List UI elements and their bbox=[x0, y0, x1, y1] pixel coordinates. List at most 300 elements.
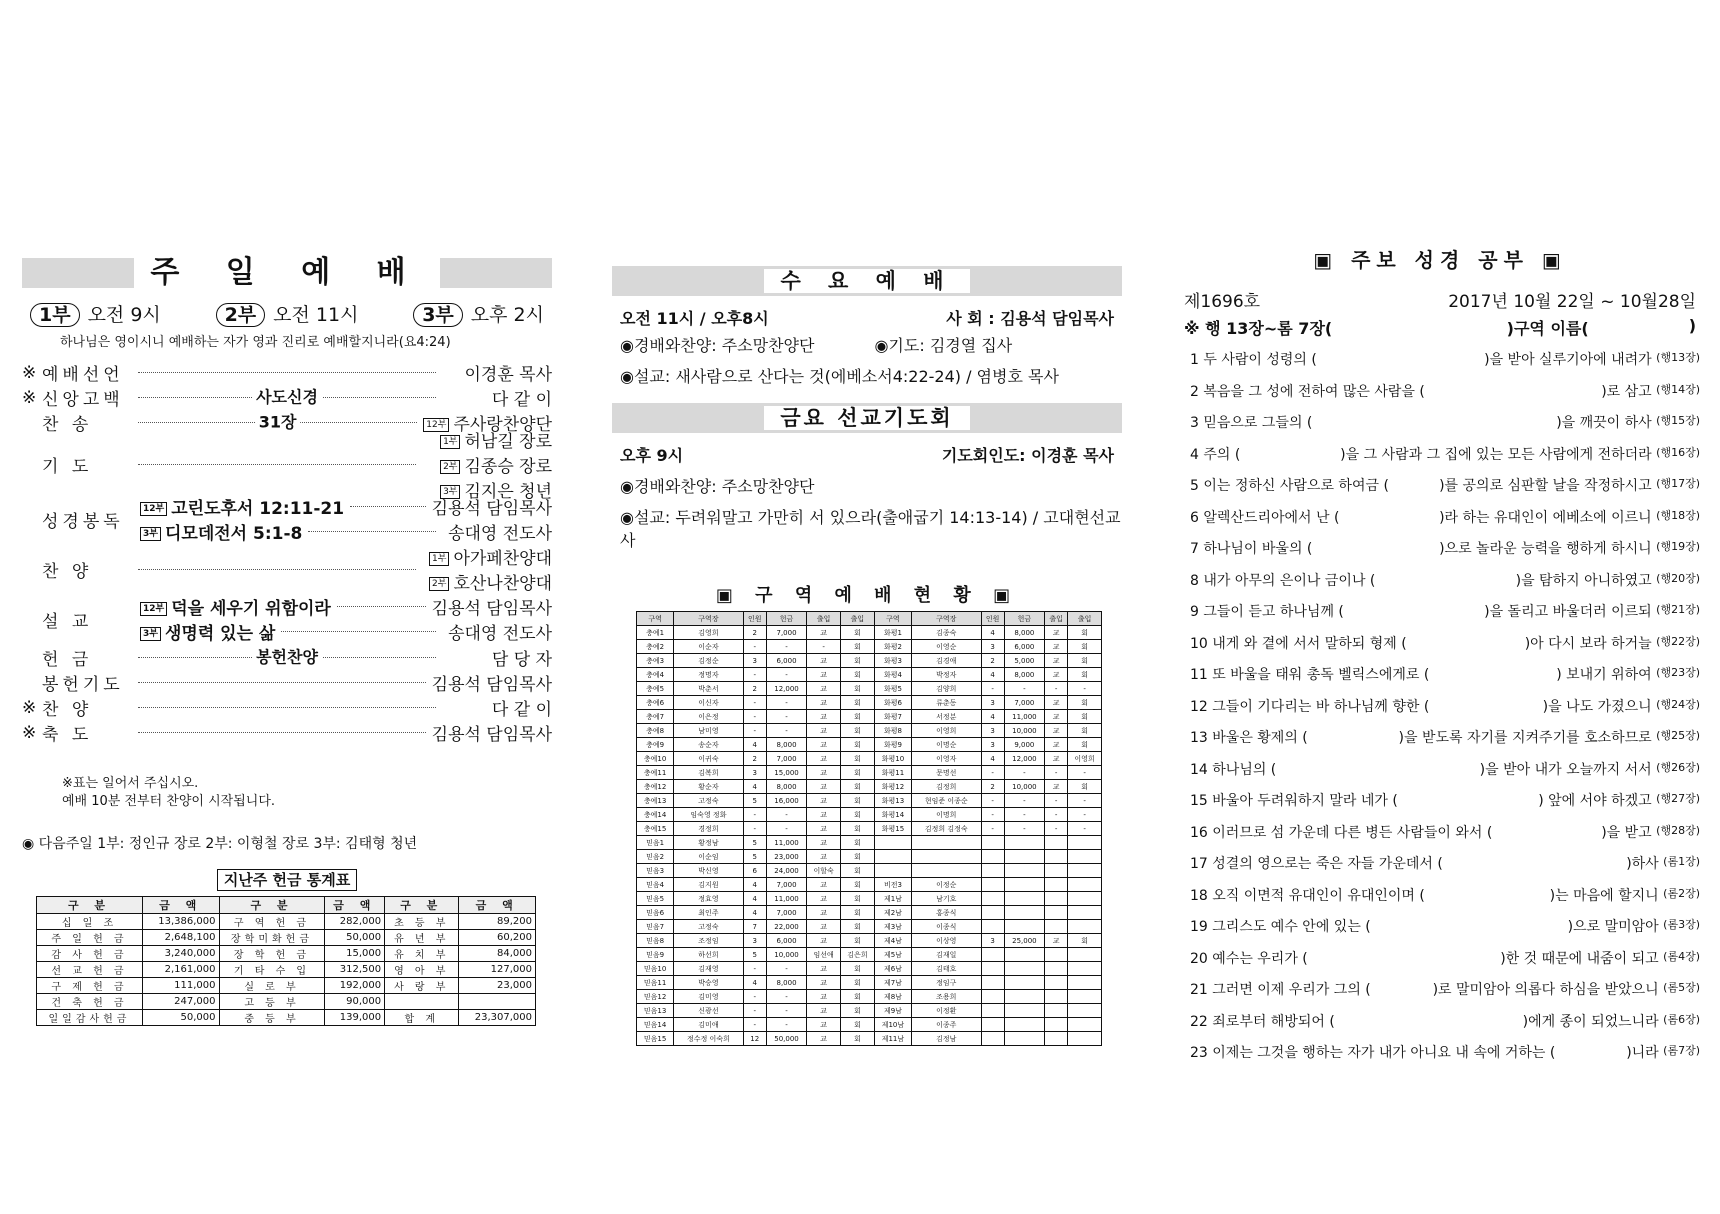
friday-sermon: ◉설교: 두려워말고 가만히 서 있으라(출애굽기 14:13-14) / 고대현선교사 bbox=[620, 508, 1121, 550]
districts-cell: 박승영 bbox=[674, 976, 744, 990]
order-person: 이경훈 목사 bbox=[464, 365, 552, 385]
districts-cell bbox=[1045, 920, 1068, 934]
districts-cell bbox=[981, 836, 1004, 850]
districts-header: 헌금 bbox=[1004, 612, 1044, 626]
order-item bbox=[22, 593, 552, 645]
study-question bbox=[1190, 570, 1700, 602]
order-item bbox=[22, 695, 552, 720]
offering-cell: 선 교 헌 금 bbox=[37, 962, 143, 978]
districts-cell: - bbox=[766, 962, 806, 976]
order-people bbox=[422, 544, 552, 594]
study-question bbox=[1190, 1042, 1700, 1074]
districts-cell: 믿음7 bbox=[637, 920, 674, 934]
districts-cell: 12,000 bbox=[1004, 752, 1044, 766]
districts-cell: 교 bbox=[1045, 696, 1068, 710]
offering-cell: 일일감사헌금 bbox=[37, 1010, 143, 1026]
order-item bbox=[22, 385, 552, 410]
districts-cell: - bbox=[766, 822, 806, 836]
districts-cell: 회 bbox=[841, 934, 875, 948]
midweek-column bbox=[612, 266, 1122, 1046]
districts-cell bbox=[1004, 976, 1044, 990]
districts-cell: 회 bbox=[841, 738, 875, 752]
table-row bbox=[637, 696, 1102, 710]
table-row bbox=[637, 836, 1102, 850]
districts-cell: 교 bbox=[807, 878, 841, 892]
districts-cell: - bbox=[1004, 808, 1044, 822]
question-answer-tail: )니라 bbox=[1626, 1045, 1659, 1061]
districts-cell: 회 bbox=[841, 766, 875, 780]
districts-cell: 7,000 bbox=[766, 752, 806, 766]
order-label: 봉헌기도 bbox=[42, 675, 124, 695]
districts-cell: 교 bbox=[807, 626, 841, 640]
districts-cell: 2 bbox=[981, 780, 1004, 794]
districts-cell: 정임구 bbox=[912, 976, 982, 990]
question-reference: (행15장) bbox=[1656, 414, 1700, 427]
order-label: 축 도 bbox=[42, 725, 93, 745]
question-text: 2 복음을 그 성에 전하여 많은 사람을 ( bbox=[1190, 383, 1425, 400]
question-answer-tail: )을 돌리고 바울더러 이르되 bbox=[1484, 604, 1652, 620]
districts-cell: 4 bbox=[743, 738, 766, 752]
table-row bbox=[637, 724, 1102, 738]
districts-cell bbox=[981, 962, 1004, 976]
districts-cell bbox=[1004, 1018, 1044, 1032]
order-item bbox=[22, 493, 552, 545]
districts-cell: - bbox=[743, 724, 766, 738]
districts-cell: - bbox=[743, 822, 766, 836]
districts-cell: - bbox=[1004, 822, 1044, 836]
districts-cell: - bbox=[1068, 808, 1102, 822]
districts-cell: 회 bbox=[841, 850, 875, 864]
districts-cell: 교 bbox=[807, 738, 841, 752]
districts-cell: 화평3 bbox=[874, 654, 911, 668]
question-reference: (행24장) bbox=[1656, 697, 1700, 711]
question-reference: (행16장) bbox=[1656, 445, 1700, 459]
districts-cell: 이할숙 bbox=[807, 864, 841, 878]
districts-cell: 8,000 bbox=[766, 976, 806, 990]
districts-cell bbox=[981, 864, 1004, 878]
issue-dates: 2017년 10월 22일 ~ 10월28일 bbox=[1448, 292, 1696, 312]
table-row bbox=[637, 1018, 1102, 1032]
order-person: 김용석 담임목사 bbox=[431, 725, 552, 745]
districts-cell: - bbox=[743, 668, 766, 682]
districts-cell: 김영희 bbox=[674, 626, 744, 640]
table-row bbox=[37, 1010, 536, 1026]
districts-cell: 제4남 bbox=[874, 934, 911, 948]
districts-cell: 충예2 bbox=[637, 640, 674, 654]
districts-cell: 믿음2 bbox=[637, 850, 674, 864]
districts-cell: 교 bbox=[807, 934, 841, 948]
districts-cell: 조정임 bbox=[674, 934, 744, 948]
districts-cell: - bbox=[981, 808, 1004, 822]
districts-cell: 회 bbox=[1068, 710, 1102, 724]
table-row bbox=[637, 892, 1102, 906]
table-row bbox=[637, 850, 1102, 864]
districts-cell: 이종주 bbox=[912, 1018, 982, 1032]
districts-cell bbox=[1068, 850, 1102, 864]
question-text: 1 두 사람이 성령의 ( bbox=[1190, 352, 1317, 368]
districts-cell: 믿음5 bbox=[637, 892, 674, 906]
districts-cell: 4 bbox=[981, 710, 1004, 724]
districts-cell bbox=[1068, 878, 1102, 892]
offering-cell: 127,000 bbox=[459, 962, 536, 978]
offering-cell: 312,500 bbox=[325, 962, 385, 978]
districts-cell: 고정숙 bbox=[674, 794, 744, 808]
districts-cell: 5 bbox=[743, 948, 766, 962]
districts-cell: 8,000 bbox=[766, 738, 806, 752]
districts-cell: 이신자 bbox=[674, 696, 744, 710]
friday-time-row bbox=[620, 443, 1114, 466]
service-tag: 2부 bbox=[440, 460, 460, 474]
service-time-2 bbox=[216, 300, 359, 327]
districts-cell: 믿음3 bbox=[637, 864, 674, 878]
districts-cell bbox=[1004, 878, 1044, 892]
districts-cell: 화평6 bbox=[874, 696, 911, 710]
service-tag: 2부 bbox=[429, 577, 449, 591]
districts-cell: 조용희 bbox=[912, 990, 982, 1004]
question-text: 12 그들이 기다리는 바 하나님께 향한 ( bbox=[1190, 698, 1430, 715]
offering-header: 금 액 bbox=[142, 897, 219, 914]
service-time-1 bbox=[30, 300, 161, 327]
districts-cell: 7 bbox=[743, 920, 766, 934]
table-row bbox=[37, 994, 536, 1010]
districts-cell: 충예8 bbox=[637, 724, 674, 738]
order-person: 담 당 자 bbox=[491, 650, 552, 670]
study-question bbox=[1190, 979, 1700, 1011]
offering-cell: 구 제 헌 금 bbox=[37, 978, 143, 994]
districts-cell: 회 bbox=[1068, 934, 1102, 948]
study-question bbox=[1190, 790, 1700, 822]
question-text: 16 이러므로 섬 가운데 다른 병든 사람들이 와서 ( bbox=[1190, 824, 1493, 841]
districts-cell bbox=[1045, 962, 1068, 976]
worship-verse: 하나님은 영이시니 예배하는 자가 영과 진리로 예배할지니라(요4:24) bbox=[60, 335, 451, 350]
study-question bbox=[1190, 349, 1700, 381]
districts-cell: 22,000 bbox=[766, 920, 806, 934]
districts-cell: 회 bbox=[841, 640, 875, 654]
districts-cell: 교 bbox=[807, 850, 841, 864]
districts-cell: 회 bbox=[841, 990, 875, 1004]
stand-mark: ※ bbox=[22, 722, 37, 743]
districts-cell bbox=[1068, 1004, 1102, 1018]
districts-cell: 회 bbox=[841, 864, 875, 878]
study-question bbox=[1190, 633, 1700, 665]
service-tag: 3부 bbox=[140, 627, 161, 641]
districts-cell: 믿음10 bbox=[637, 962, 674, 976]
districts-cell: - bbox=[981, 822, 1004, 836]
districts-header: 인원 bbox=[981, 612, 1004, 626]
table-row bbox=[637, 1004, 1102, 1018]
offering-cell: 영 아 부 bbox=[385, 962, 459, 978]
districts-cell: 제11남 bbox=[874, 1032, 911, 1046]
districts-cell: 4 bbox=[743, 780, 766, 794]
offering-cell: 실 로 부 bbox=[219, 978, 325, 994]
service-time-3 bbox=[413, 300, 544, 327]
order-person: 1부 허남길 장로 bbox=[440, 427, 552, 452]
districts-cell: 12 bbox=[743, 1032, 766, 1046]
order-label: 예배선언 bbox=[42, 365, 124, 385]
praise-note: 예배 10분 전부터 찬양이 시작됩니다. bbox=[62, 794, 276, 809]
stand-mark: ※ bbox=[22, 362, 37, 383]
question-answer-tail: )을 깨끗이 하사 bbox=[1556, 415, 1652, 431]
districts-cell bbox=[1045, 976, 1068, 990]
question-text: 20 예수는 우리가 ( bbox=[1190, 950, 1308, 967]
districts-cell: 믿음4 bbox=[637, 878, 674, 892]
districts-cell: - bbox=[1045, 808, 1068, 822]
order-detail: 봉헌찬양 bbox=[252, 644, 322, 667]
order-person: 2부 호산나찬양대 bbox=[429, 569, 552, 594]
districts-cell: 교 bbox=[1045, 724, 1068, 738]
districts-cell: - bbox=[1004, 682, 1044, 696]
districts-cell bbox=[1004, 990, 1044, 1004]
issue-number: 제1696호 bbox=[1184, 292, 1261, 312]
districts-cell: 충예11 bbox=[637, 766, 674, 780]
districts-cell: 5 bbox=[743, 836, 766, 850]
offering-cell: 84,000 bbox=[459, 946, 536, 962]
service-times bbox=[30, 300, 544, 327]
districts-cell: 2 bbox=[743, 752, 766, 766]
friday-praise: ◉경배와찬양: 주소망찬양단 bbox=[620, 477, 815, 496]
service-badge: 2부 bbox=[216, 303, 266, 327]
districts-header: 출입 bbox=[1045, 612, 1068, 626]
offering-cell: 13,386,000 bbox=[142, 914, 219, 930]
districts-cell bbox=[1068, 836, 1102, 850]
study-questions bbox=[1180, 349, 1700, 1074]
offering-cell: 주 일 헌 금 bbox=[37, 930, 143, 946]
order-item bbox=[22, 645, 552, 670]
standing-note: ※표는 일어서 주십시오. bbox=[62, 776, 199, 791]
districts-cell: 교 bbox=[807, 836, 841, 850]
question-reference: (행19장) bbox=[1656, 540, 1700, 553]
districts-cell: 화평14 bbox=[874, 808, 911, 822]
districts-cell: - bbox=[743, 640, 766, 654]
districts-cell: 7,000 bbox=[766, 626, 806, 640]
districts-cell: 교 bbox=[1045, 780, 1068, 794]
study-range: ※ 행 13장~롬 7장( bbox=[1184, 319, 1333, 338]
districts-cell: 6,000 bbox=[766, 934, 806, 948]
districts-cell: 충예9 bbox=[637, 738, 674, 752]
districts-cell: 회 bbox=[841, 920, 875, 934]
order-person: 12부 주사랑찬양단 bbox=[423, 410, 552, 435]
districts-cell: 4 bbox=[981, 752, 1004, 766]
study-subheader bbox=[1184, 316, 1696, 339]
order-label: 헌 금 bbox=[42, 650, 93, 670]
districts-cell: 교 bbox=[807, 1032, 841, 1046]
districts-cell: - bbox=[1068, 682, 1102, 696]
table-row bbox=[637, 920, 1102, 934]
districts-cell: 황정남 bbox=[674, 836, 744, 850]
question-text: 11 또 바울을 태워 총독 벨릭스에게로 ( bbox=[1190, 667, 1430, 683]
study-close: ) bbox=[1688, 316, 1696, 335]
wednesday-title-bar bbox=[612, 266, 1122, 296]
districts-cell bbox=[981, 1004, 1004, 1018]
table-row bbox=[37, 962, 536, 978]
question-text: 13 바울은 황제의 ( bbox=[1190, 730, 1308, 746]
districts-cell: 교 bbox=[807, 794, 841, 808]
districts-cell: 남미영 bbox=[674, 724, 744, 738]
offering-cell: 유 년 부 bbox=[385, 930, 459, 946]
districts-cell: 화평15 bbox=[874, 822, 911, 836]
question-reference: (행13장) bbox=[1656, 351, 1700, 364]
wednesday-prayer: ◉기도: 김경열 집사 bbox=[874, 336, 1013, 355]
districts-header: 헌금 bbox=[766, 612, 806, 626]
question-answer-tail: )을 받아 실루기아에 내려가 bbox=[1484, 352, 1652, 368]
districts-cell: 충예15 bbox=[637, 822, 674, 836]
districts-cell: 믿음13 bbox=[637, 1004, 674, 1018]
districts-cell: 교 bbox=[807, 990, 841, 1004]
districts-cell: 교 bbox=[807, 724, 841, 738]
question-reference: (행27장) bbox=[1656, 792, 1700, 805]
districts-cell: 김종숙 bbox=[912, 626, 982, 640]
districts-cell: 신광선 bbox=[674, 1004, 744, 1018]
table-row bbox=[37, 978, 536, 994]
districts-cell: 50,000 bbox=[766, 1032, 806, 1046]
districts-cell: 충예14 bbox=[637, 808, 674, 822]
districts-cell: - bbox=[766, 640, 806, 654]
districts-cell: 제7남 bbox=[874, 976, 911, 990]
districts-cell: 김미영 bbox=[674, 990, 744, 1004]
districts-cell bbox=[1068, 976, 1102, 990]
bible-study-column bbox=[1180, 250, 1700, 1074]
question-answer-tail: )으로 말미암아 bbox=[1567, 919, 1659, 935]
districts-cell: - bbox=[807, 640, 841, 654]
districts-cell: 이순자 bbox=[674, 640, 744, 654]
study-question bbox=[1190, 853, 1700, 885]
table-row bbox=[637, 668, 1102, 682]
study-question bbox=[1190, 916, 1700, 948]
districts-cell: 3 bbox=[743, 934, 766, 948]
districts-cell: 충예5 bbox=[637, 682, 674, 696]
districts-cell: 화평2 bbox=[874, 640, 911, 654]
districts-cell: 회 bbox=[1068, 654, 1102, 668]
districts-cell: 화평7 bbox=[874, 710, 911, 724]
table-row bbox=[637, 878, 1102, 892]
offering-cell: 장학미화헌금 bbox=[219, 930, 325, 946]
districts-cell: 교 bbox=[1045, 668, 1068, 682]
districts-cell bbox=[1045, 1004, 1068, 1018]
order-detail: 3부 디모데전서 5:1-8 bbox=[140, 519, 302, 544]
districts-cell bbox=[981, 948, 1004, 962]
districts-cell: 교 bbox=[807, 906, 841, 920]
table-row bbox=[637, 934, 1102, 948]
districts-cell: 회 bbox=[841, 626, 875, 640]
study-header bbox=[1184, 287, 1696, 312]
districts-cell: 회 bbox=[841, 808, 875, 822]
order-label: 찬 양 bbox=[42, 561, 93, 582]
districts-cell bbox=[981, 990, 1004, 1004]
districts-cell: 이정환 bbox=[912, 1004, 982, 1018]
districts-cell bbox=[981, 920, 1004, 934]
question-reference: (행23장) bbox=[1656, 666, 1700, 679]
question-answer-tail: )으로 놀라운 능력을 행하게 하시니 bbox=[1439, 541, 1652, 557]
districts-cell: 제5남 bbox=[874, 948, 911, 962]
question-answer-tail: )로 말미암아 의롭다 하심을 받았으니 bbox=[1432, 982, 1659, 998]
districts-cell: 화평8 bbox=[874, 724, 911, 738]
districts-cell bbox=[1068, 892, 1102, 906]
districts-cell: 교 bbox=[807, 892, 841, 906]
districts-cell: 6,000 bbox=[766, 654, 806, 668]
offering-cell: 중 등 부 bbox=[219, 1010, 325, 1026]
districts-cell: 4 bbox=[743, 906, 766, 920]
question-answer-tail: )로 삼고 bbox=[1601, 383, 1652, 400]
districts-cell: 이영희 bbox=[1068, 752, 1102, 766]
friday-title: 금요 선교기도회 bbox=[764, 406, 969, 430]
question-text: 3 믿음으로 그들의 ( bbox=[1190, 415, 1313, 431]
districts-cell: - bbox=[1004, 766, 1044, 780]
order-person: 김용석 담임목사 bbox=[431, 499, 552, 519]
table-row bbox=[37, 914, 536, 930]
districts-cell: 화평12 bbox=[874, 780, 911, 794]
districts-cell: 9,000 bbox=[1004, 738, 1044, 752]
study-question bbox=[1190, 507, 1700, 539]
districts-cell: - bbox=[743, 808, 766, 822]
table-row bbox=[637, 822, 1102, 836]
districts-cell: 박춘서 bbox=[674, 682, 744, 696]
offering-cell: 60,200 bbox=[459, 930, 536, 946]
order-person: 송대영 전도사 bbox=[448, 524, 552, 544]
districts-cell: 4 bbox=[981, 668, 1004, 682]
districts-cell: 김양희 bbox=[912, 682, 982, 696]
order-person: 김용석 담임목사 bbox=[431, 599, 552, 619]
districts-cell: 이영희 bbox=[912, 724, 982, 738]
table-row bbox=[637, 808, 1102, 822]
districts-cell bbox=[981, 976, 1004, 990]
service-time-text: 오후 2시 bbox=[470, 304, 544, 326]
districts-cell bbox=[912, 850, 982, 864]
service-badge: 1부 bbox=[30, 303, 80, 327]
districts-cell: 남기호 bbox=[912, 892, 982, 906]
districts-cell: 11,000 bbox=[766, 836, 806, 850]
districts-cell: - bbox=[766, 1004, 806, 1018]
districts-cell: 10,000 bbox=[1004, 780, 1044, 794]
offering-title: 지난주 헌금 통계표 bbox=[217, 869, 357, 891]
districts-header: 출입 bbox=[1068, 612, 1102, 626]
districts-cell: 회 bbox=[841, 1018, 875, 1032]
districts-cell: 교 bbox=[807, 808, 841, 822]
offering-table bbox=[36, 896, 536, 1026]
districts-cell: 3 bbox=[981, 934, 1004, 948]
districts-cell: - bbox=[1045, 794, 1068, 808]
districts-cell bbox=[1068, 1032, 1102, 1046]
offering-cell: 십 일 조 bbox=[37, 914, 143, 930]
order-item bbox=[22, 720, 552, 745]
question-reference: (행28장) bbox=[1656, 823, 1700, 837]
offering-cell: 장 학 헌 금 bbox=[219, 946, 325, 962]
question-answer-tail: )한 것 때문에 내줌이 되고 bbox=[1500, 950, 1659, 967]
districts-cell: 7,000 bbox=[766, 906, 806, 920]
service-badge: 3부 bbox=[413, 303, 463, 327]
districts-cell: - bbox=[1045, 682, 1068, 696]
districts-cell: 제3남 bbox=[874, 920, 911, 934]
order-item bbox=[22, 545, 552, 593]
districts-cell: 화평4 bbox=[874, 668, 911, 682]
question-answer-tail: ) 보내기 위하여 bbox=[1556, 667, 1652, 683]
districts-cell: 교 bbox=[807, 976, 841, 990]
districts-cell: 회 bbox=[841, 710, 875, 724]
friday-time: 오후 9시 bbox=[620, 446, 684, 465]
districts-cell bbox=[981, 1018, 1004, 1032]
districts-cell: - bbox=[766, 710, 806, 724]
order-person: 김용석 담임목사 bbox=[431, 675, 552, 695]
districts-cell: 회 bbox=[841, 822, 875, 836]
districts-cell: 교 bbox=[807, 766, 841, 780]
districts-cell: 8,000 bbox=[1004, 626, 1044, 640]
question-answer-tail: )을 그 사람과 그 집에 있는 모든 사람에게 전하더라 bbox=[1340, 446, 1652, 463]
order-label: 신앙고백 bbox=[42, 390, 124, 410]
question-answer-tail: )을 나도 가졌으니 bbox=[1542, 698, 1652, 715]
offering-cell: 사 랑 부 bbox=[385, 978, 459, 994]
districts-cell bbox=[1004, 850, 1044, 864]
districts-cell: - bbox=[766, 724, 806, 738]
districts-cell: 김복희 bbox=[674, 766, 744, 780]
